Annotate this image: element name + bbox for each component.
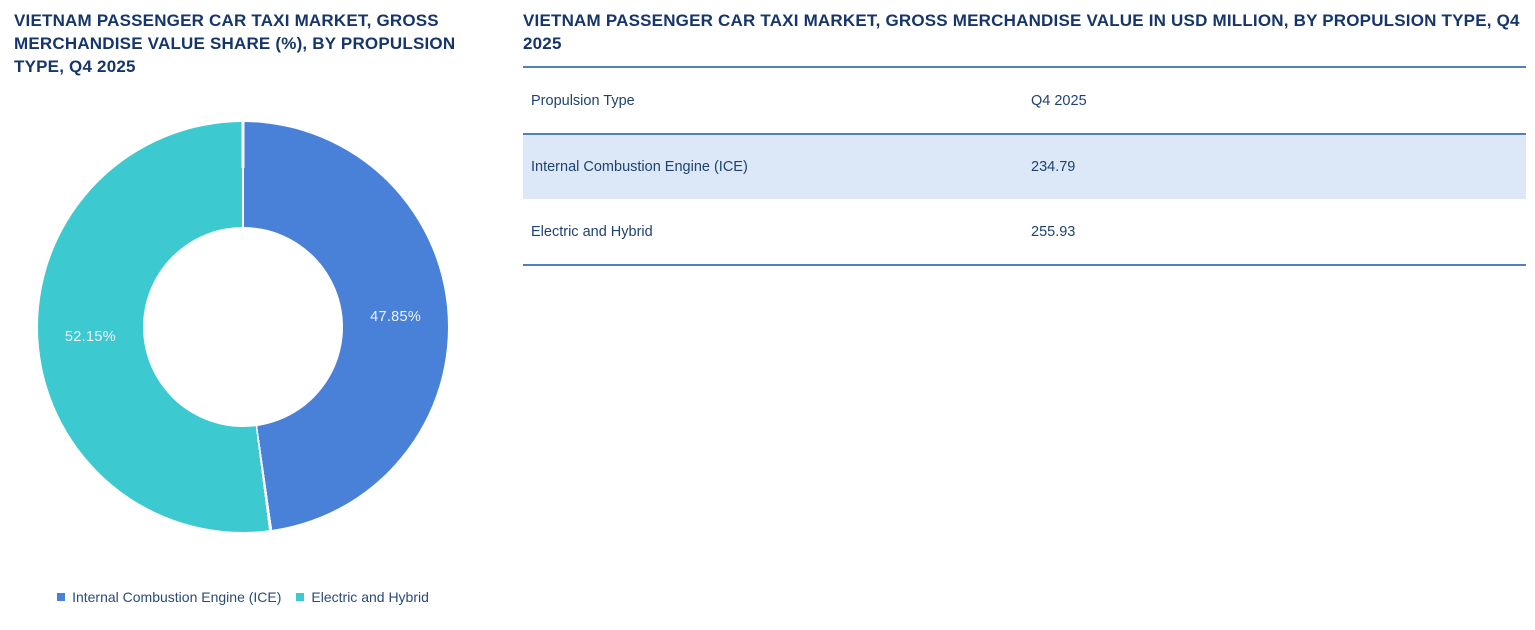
table-header-row — [523, 68, 1526, 135]
donut-ring[interactable] — [38, 122, 448, 532]
legend-item-ice[interactable] — [57, 589, 281, 605]
donut-chart — [38, 122, 448, 532]
donut-slice-label: 52.15% — [64, 329, 116, 346]
cell-propulsion-type: Internal Combustion Engine (ICE) — [531, 159, 748, 175]
legend-item-label: Internal Combustion Engine (ICE) — [72, 589, 282, 605]
donut-slice-label: 47.85% — [370, 308, 422, 325]
cell-value: 255.93 — [1031, 223, 1076, 240]
legend-swatch-icon — [296, 593, 304, 601]
column-header-q4-2025: Q4 2025 — [1031, 92, 1087, 109]
table-section — [523, 9, 1526, 266]
donut-chart-title: VIETNAM PASSENGER CAR TAXI MARKET, GROSS MERCHANDISE VALUE SHARE (%), BY PROPULSION TYPE, Q4 2025 — [14, 11, 456, 76]
legend-swatch-icon — [57, 593, 65, 601]
cell-value: 234.79 — [1031, 159, 1076, 175]
chart-legend — [38, 589, 448, 605]
table-title: VIETNAM PASSENGER CAR TAXI MARKET, GROSS MERCHANDISE VALUE IN USD MILLION, BY PROPULSION TYPE, Q4 2025 — [523, 9, 1526, 68]
table-row[interactable] — [523, 135, 1526, 199]
column-header-propulsion-type: Propulsion Type — [531, 92, 635, 109]
legend-item-label: Electric and Hybrid — [311, 589, 429, 605]
table-row[interactable] — [523, 199, 1526, 266]
data-table — [523, 68, 1526, 266]
legend-item-electric-hybrid[interactable] — [296, 589, 429, 605]
cell-propulsion-type: Electric and Hybrid — [531, 223, 653, 240]
